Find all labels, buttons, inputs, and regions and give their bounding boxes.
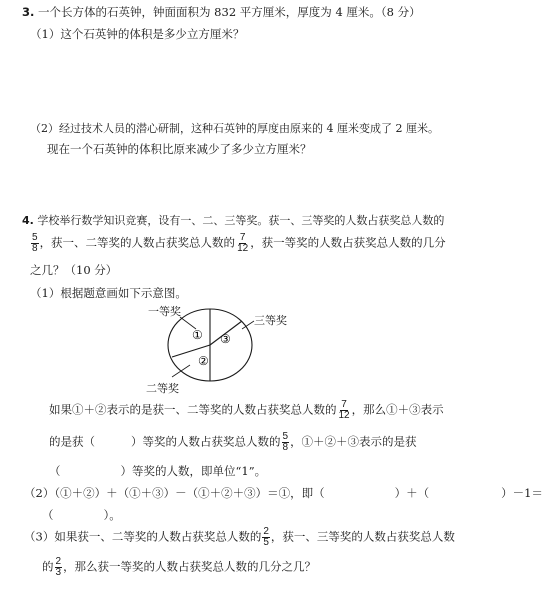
q3-stem <box>22 4 421 20</box>
q4-sub2-a: （2）（①＋②）＋（①＋③）－（①＋②＋③）＝①，即（ <box>24 486 325 500</box>
fraction-2-3: $\frac{2}{3}$ <box>55 556 62 578</box>
q4-sub3-b: ，获一、三等奖的人数占获奖总人数 <box>270 529 455 544</box>
q4-exp1-a: 如果①＋②表示的是获一、二等奖的人数占获奖总人数的 <box>49 402 337 417</box>
q3-sub2-line2: 现在一个石英钟的体积比原来减少了多少立方厘米？ <box>47 142 312 156</box>
q3-number: 3. <box>22 5 35 19</box>
q4-sub3-d: ，那么获一等奖的人数占获奖总人数的几分之几？ <box>63 559 317 574</box>
fraction-7-12-b: $\frac{7}{12}$ <box>338 399 350 421</box>
q4-line2 <box>30 233 446 254</box>
q4-line1-text: 学校举行数学知识竞赛，设有一、二、三等奖。获一、三等奖的人数占获奖总人数的 <box>37 214 445 227</box>
q4-line2-b: ，获一等奖的人数占获奖总人数的几分 <box>250 235 446 250</box>
fraction-7-12: $\frac{7}{12}$ <box>237 232 249 254</box>
q4-sub2-c: ）－1＝ <box>501 486 543 500</box>
q3-text: 一个长方体的石英钟，钟面面积为 832 平方厘米，厚度为 4 厘米。（8 分） <box>38 5 421 19</box>
q4-exp-line2 <box>49 432 417 453</box>
q3-sub1: （1）这个石英钟的体积是多少立方厘米？ <box>30 27 245 41</box>
q4-exp2-c: ，①＋②＋③表示的是获 <box>290 434 417 449</box>
q4-sub2-e: ）。 <box>103 508 121 522</box>
mark-1: ① <box>192 328 203 342</box>
q4-exp3-a: （ <box>49 464 61 478</box>
q4-exp2-b: ）等奖的人数占获奖总人数的 <box>131 434 281 449</box>
q4-line1 <box>22 212 444 228</box>
label-first-prize: 一等奖 <box>148 305 181 318</box>
q4-sub2-b: ）＋（ <box>394 486 430 500</box>
q4-exp-line1 <box>49 400 444 421</box>
q4-exp-line3 <box>49 463 266 479</box>
mark-2: ② <box>198 354 209 368</box>
q4-line2-a: ，获一、二等奖的人数占获奖总人数的 <box>39 235 236 250</box>
fraction-5-8: $\frac{5}{8}$ <box>32 232 38 254</box>
q4-sub3-a: （3）如果获一、二等奖的人数占获奖总人数的 <box>24 529 262 544</box>
label-third-prize: 三等奖 <box>254 314 287 327</box>
q3-sub2-line1: （2）经过技术人员的潜心研制，这种石英钟的厚度由原来的 4 厘米变成了 2 厘米。 <box>30 122 439 135</box>
q4-exp1-b: ，那么①＋③表示 <box>351 402 444 417</box>
q4-sub3-line2 <box>42 557 316 578</box>
q4-sub2-d: （ <box>42 508 54 522</box>
fraction-2-5: $\frac{2}{5}$ <box>263 526 269 548</box>
q4-exp3-b: ）等奖的人数，即单位“1”。 <box>120 464 267 478</box>
q4-number: 4. <box>22 214 34 227</box>
q4-sub2-line1 <box>24 485 543 501</box>
q4-sub3-line1 <box>24 527 455 548</box>
label-second-prize: 二等奖 <box>146 382 179 395</box>
mark-3: ③ <box>220 332 231 346</box>
q4-sub2-line2 <box>42 507 121 523</box>
q4-line3: 之几？（10 分） <box>30 263 118 277</box>
q4-sub1: （1）根据题意画如下示意图。 <box>30 286 187 300</box>
fraction-5-8-b: $\frac{5}{8}$ <box>282 431 289 453</box>
q4-exp2-a: 的是获（ <box>49 434 95 449</box>
q4-sub3-c: 的 <box>42 559 54 574</box>
